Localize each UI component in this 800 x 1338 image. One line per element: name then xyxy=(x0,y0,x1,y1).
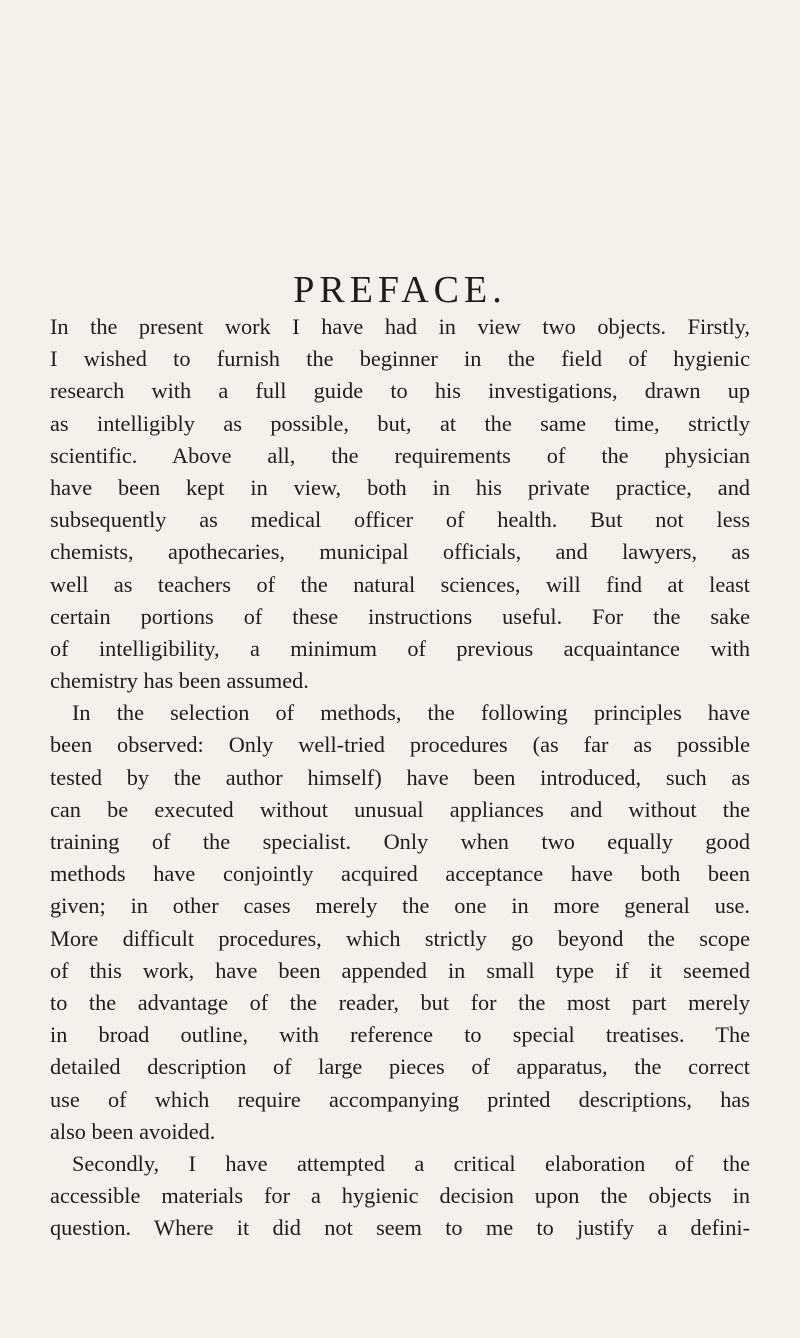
text-line: as intelligibly as possible, but, at the same time, strictly xyxy=(50,410,750,436)
text-line: More difficult procedures, which strictly go beyond the scope xyxy=(50,925,750,951)
text-line: certain portions of these instructions useful. For the sake xyxy=(50,603,750,629)
paragraph-1 xyxy=(50,311,750,697)
text-line: subsequently as medical officer of health. But not less xyxy=(50,507,750,533)
text-line: of this work, have been appended in small type if it seemed xyxy=(50,957,750,983)
text-line: I wished to furnish the beginner in the field of hygienic xyxy=(50,346,750,372)
text-line: well as teachers of the natural sciences, will find at least xyxy=(50,571,750,597)
text-line: detailed description of large pieces of apparatus, the correct xyxy=(50,1054,750,1080)
text-line: have been kept in view, both in his private practice, and xyxy=(50,474,750,500)
preface-text xyxy=(50,311,750,1244)
text-line: training of the specialist. Only when two equally good xyxy=(50,829,750,854)
text-line: given; in other cases merely the one in more general use. xyxy=(50,893,750,919)
paragraph-2 xyxy=(50,697,750,1148)
text-line: research with a full guide to his investigations, drawn up xyxy=(50,378,750,404)
text-line: question. Where it did not seem to me to justify a defini- xyxy=(50,1215,750,1241)
paragraph-3 xyxy=(50,1148,750,1245)
text-line: chemistry has been assumed. xyxy=(50,668,309,694)
text-line: chemists, apothecaries, municipal officials, and lawyers, as xyxy=(50,539,750,565)
text-line: In the selection of methods, the following principles have xyxy=(72,700,750,726)
text-line: methods have conjointly acquired acceptance have both been xyxy=(50,861,750,887)
text-line: Secondly, I have attempted a critical elaboration of the xyxy=(72,1150,750,1176)
page-title: PREFACE. xyxy=(293,269,507,311)
text-line: been observed: Only well-tried procedures (as far as possible xyxy=(50,732,750,758)
text-line: In the present work I have had in view two objects. Firstly, xyxy=(50,314,750,339)
text-line: scientific. Above all, the requirements of the physician xyxy=(50,442,750,468)
text-line: also been avoided. xyxy=(50,1118,216,1144)
text-line: tested by the author himself) have been introduced, such as xyxy=(50,764,750,790)
text-line: to the advantage of the reader, but for the most part merely xyxy=(50,989,750,1015)
text-line: of intelligibility, a minimum of previous acquaintance with xyxy=(50,635,750,661)
text-line: in broad outline, with reference to special treatises. The xyxy=(50,1022,750,1048)
text-line: use of which require accompanying printed descriptions, has xyxy=(50,1086,750,1112)
text-line: accessible materials for a hygienic decision upon the objects in xyxy=(50,1183,750,1209)
text-line: can be executed without unusual appliances and without the xyxy=(50,796,750,822)
